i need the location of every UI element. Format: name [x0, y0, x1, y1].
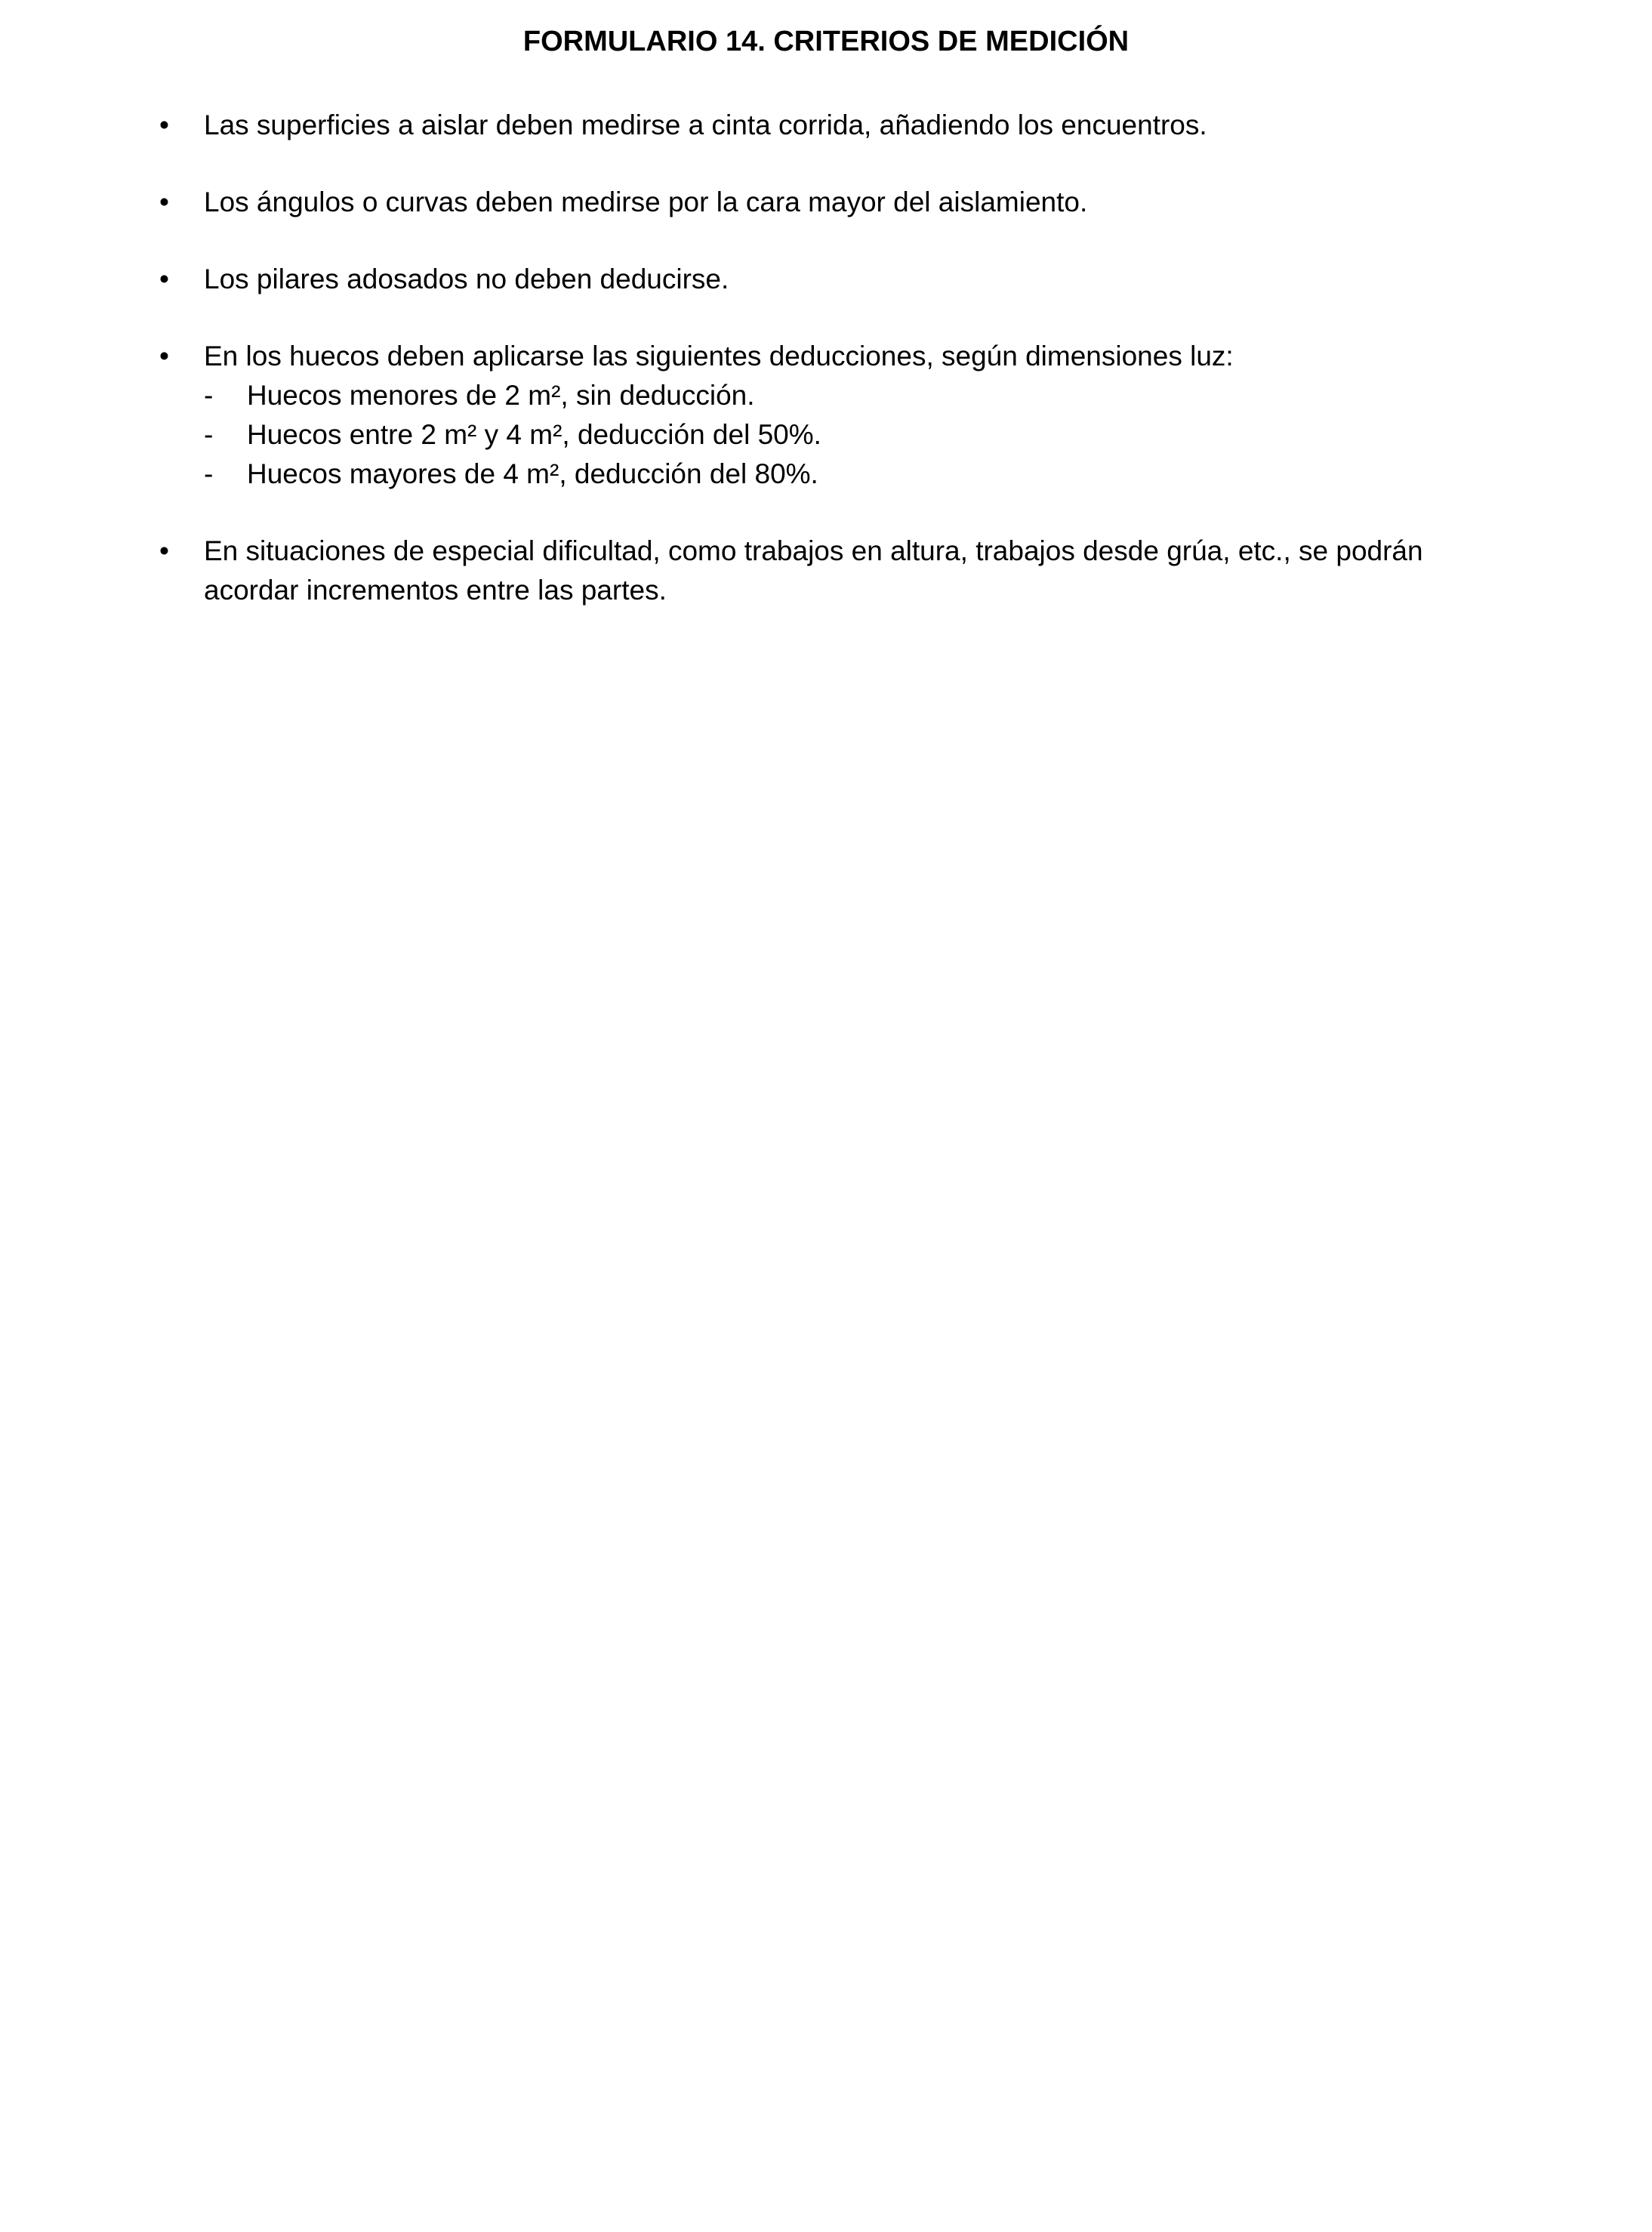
bullet-item [0, 106, 1652, 145]
sub-item-text: Huecos mayores de 4 m², deducción del 80%. [247, 458, 818, 489]
bullet-text: Los pilares adosados no deben deducirse. [204, 264, 729, 294]
sub-item-text: Huecos menores de 2 m², sin deducción. [247, 380, 755, 411]
sub-list-item [204, 455, 1490, 494]
dash-icon: - [204, 380, 214, 411]
page-title: FORMULARIO 14. CRITERIOS DE MEDICIÓN [522, 26, 1130, 57]
bullet-icon: • [159, 535, 169, 566]
dash-icon: - [204, 458, 214, 489]
bullet-item [0, 532, 1652, 610]
sub-item-text: Huecos entre 2 m² y 4 m², deducción del 50%. [247, 419, 821, 450]
bullet-item [0, 260, 1652, 299]
bullet-text: En situaciones de especial dificultad, como trabajos en altura, trabajos desde grúa, etc., se podrán acordar incrementos entre las partes. [204, 535, 1423, 606]
bullet-text: Las superficies a aislar deben medirse a cinta corrida, añadiendo los encuentros. [204, 109, 1207, 140]
bullet-icon: • [159, 109, 169, 140]
bullet-text: Los ángulos o curvas deben medirse por la cara mayor del aislamiento. [204, 187, 1088, 217]
sub-list-item [204, 376, 1490, 415]
sub-list-item [204, 415, 1490, 455]
dash-icon: - [204, 419, 214, 450]
bullet-list [0, 106, 1652, 610]
bullet-icon: • [159, 341, 169, 371]
bullet-item [0, 337, 1652, 494]
bullet-icon: • [159, 264, 169, 294]
sub-list [204, 376, 1490, 494]
bullet-text: En los huecos deben aplicarse las siguientes deducciones, según dimensiones luz: [204, 341, 1234, 371]
bullet-item [0, 183, 1652, 222]
bullet-icon: • [159, 187, 169, 217]
